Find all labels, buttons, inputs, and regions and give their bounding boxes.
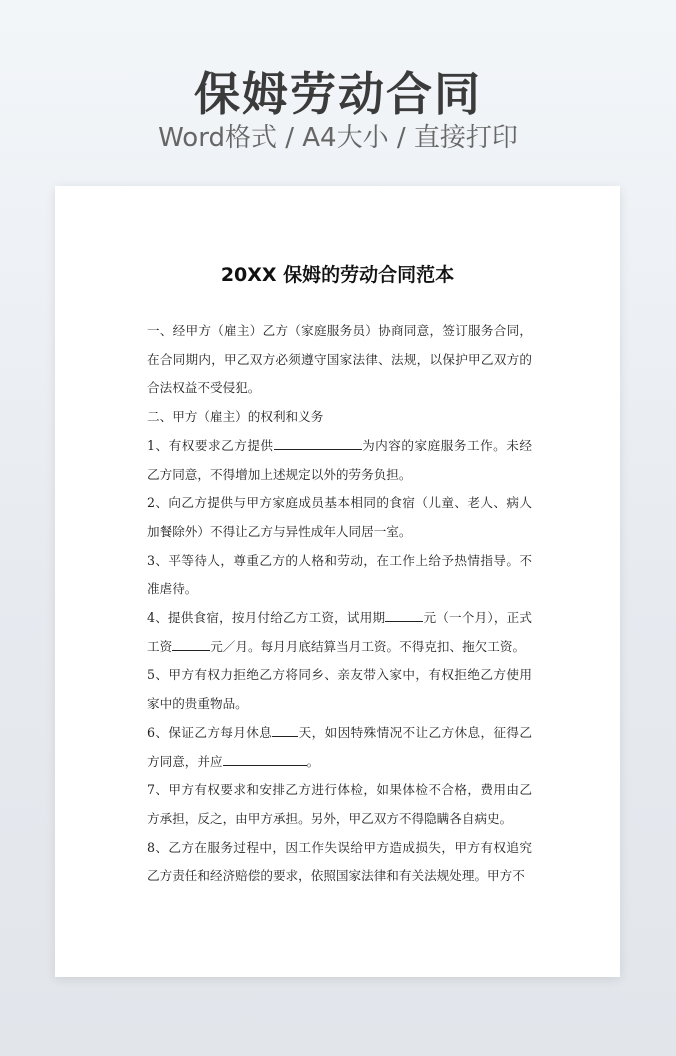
document-title: 20XX 保姆的劳动合同范本 bbox=[220, 264, 455, 286]
fill-blank-service-content bbox=[274, 435, 362, 450]
clause-5: 5、甲方有权力拒绝乙方将同乡、亲友带入家中，有权拒绝乙方使用家中的贵重物品。 bbox=[147, 667, 532, 712]
clause-4-part-a: 4、提供食宿，按月付给乙方工资，试用期 bbox=[147, 610, 386, 626]
clause-6-part-c: 。 bbox=[306, 753, 320, 769]
clause-4-part-c: 元／月。每月月底结算当月工资。不得克扣、拖欠工资。 bbox=[210, 638, 526, 654]
clause-intro: 一、经甲方（雇主）乙方（家庭服务员）协商同意，签订服务合同，在合同期内，甲乙双方必须遵守国家法律、法规，以保护甲乙双方的合法权益不受侵犯。 bbox=[147, 323, 532, 396]
clause-1-part-a: 1、有权要求乙方提供 bbox=[147, 437, 274, 453]
clause-4 bbox=[147, 604, 532, 661]
document-page bbox=[55, 186, 620, 977]
clause-3: 3、平等待人，尊重乙方的人格和劳动，在工作上给予热情指导。不准虐待。 bbox=[147, 552, 532, 597]
clause-6-part-a: 6、保证乙方每月休息 bbox=[147, 724, 273, 740]
clause-6 bbox=[147, 719, 532, 776]
clause-8: 8、乙方在服务过程中，因工作失误给甲方造成损失，甲方有权追究乙方责任和经济赔偿的要求，依照国家法律和有关法规处理。甲方不 bbox=[147, 839, 532, 884]
clause-1-part-b: 为内容的家庭服务工作。未经乙方同意，不得增加上述规定以外的劳务负担。 bbox=[147, 437, 533, 482]
section-heading-employer-rights: 二、甲方（雇主）的权利和义务 bbox=[147, 409, 324, 425]
clause-4-part-b: 元（一个月），正式工资 bbox=[147, 610, 532, 654]
clause-2: 2、向乙方提供与甲方家庭成员基本相同的食宿（儿童、老人、病人加餐除外）不得让乙方与异性成年人同居一室。 bbox=[147, 495, 532, 539]
banner-title: 保姆劳动合同 bbox=[194, 67, 482, 121]
fill-blank-probation-wage bbox=[385, 607, 423, 622]
fill-blank-compensation bbox=[223, 751, 307, 766]
document-body bbox=[147, 317, 532, 891]
clause-7: 7、甲方有权要求和安排乙方进行体检，如果体检不合格，费用由乙方承担，反之，由甲方承担。另外，甲乙双方不得隐瞒各自病史。 bbox=[147, 782, 532, 826]
clause-1 bbox=[147, 432, 532, 489]
banner-subtitle: Word格式 / A4大小 / 直接打印 bbox=[158, 123, 518, 153]
fill-blank-rest-days bbox=[272, 722, 298, 737]
fill-blank-formal-wage bbox=[172, 636, 210, 651]
clause-6-part-b: 天，如因特殊情况不让乙方休息，征得乙方同意，并应 bbox=[147, 724, 533, 769]
